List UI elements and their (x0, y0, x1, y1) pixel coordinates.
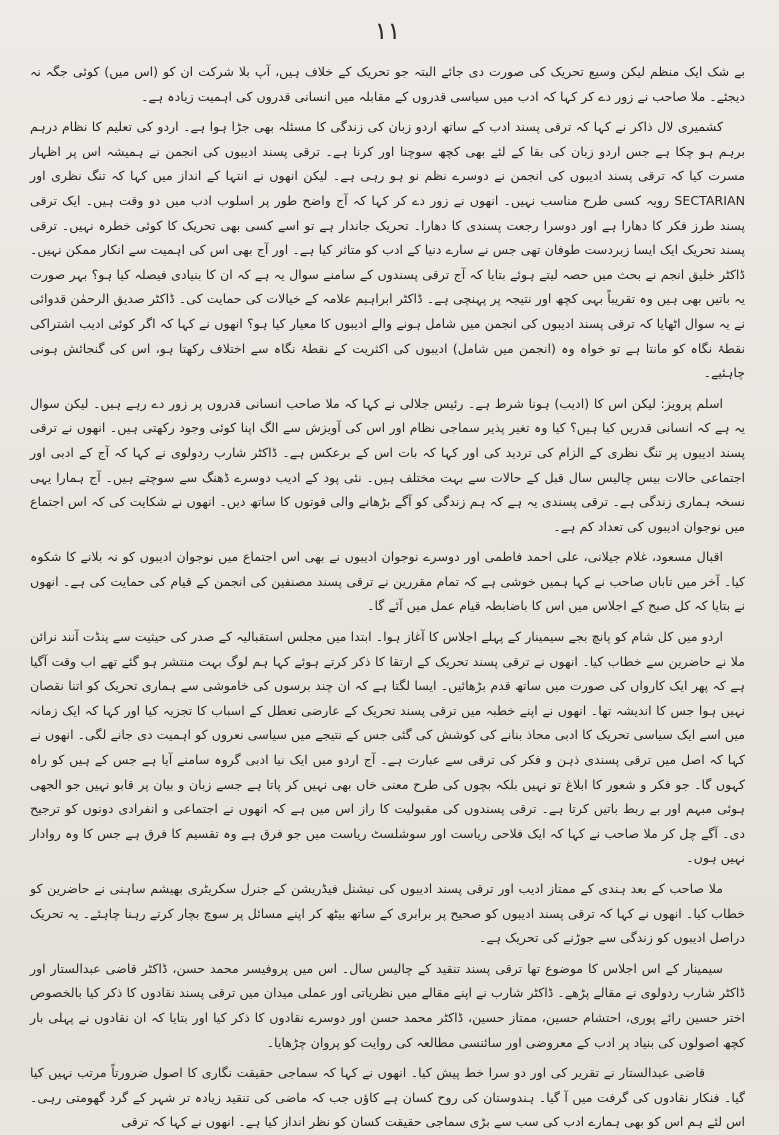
paragraph-8: قاضی عبدالستار نے تقریر کی اور دو سرا خط پیش کیا۔ انھوں نے کہا کہ سماجی حقیقت نگاری کا اصول ضرورتاً مرتب نہیں کیا گیا۔ فنکار نقادوں کی گرفت میں آ گیا۔ ہندوستان کی روح کسان ہے کاؤں جب کہ ماضی کی تنقید زیادہ تر شہر کے گرد گھومتی رہی۔ اس لئے ہم اس کو بھی ہمارے ادب کی سب سے بڑی سماجی حقیقت کسان کو نظر انداز کیا ہے۔ انھوں نے کہا کہ ترقی (30, 1065, 745, 1130)
paragraph-2: کشمیری لال ذاکر نے کہا کہ ترقی پسند ادب کے ساتھ اردو زبان کی زندگی کا مسئلہ بھی جڑا ہوا ہے۔ اردو کی تعلیم کا نظام درہم برہم ہو چکا ہے جس اردو زبان کی بقا کے لئے بھی کچھ سوچنا اور کرنا ہے۔ ترقی پسند ادیبوں کی انجمن نے ہمیشہ اس پر اظہار مسرت کیا کہ ترقی پسند ادیبوں کی انجمن نے دوسرے نظم نو ہو رہی ہے۔ لیکن انھوں نے انتہا کے انداز میں کہا کہ تنگ نظری اور SECTARIAN رویہ کسی طرح مناسب نہیں۔ انھوں نے زور دے کر کہا کہ آج واضح طور پر اسلوب ادب میں دو وقت ہیں۔ ایک ترقی پسند طرز فکر کا دھارا ہے اور دوسرا رجعت پسندی کا دھارا۔ تحریک جاندار ہے تو اسے کسی بھی تحریک کا کوئی خطرہ نہیں۔ ترقی پسند تحریک ایک ایسا زبردست طوفان تھی جس نے سارے دنیا کے ادب کو متاثر کیا ہے۔ اور آج بھی اس کی اہمیت سے انکار ممکن نہیں۔ ڈاکٹر خلیق انجم نے بحث میں حصہ لیتے ہوئے بتایا کہ آج ترقی پسندوں کے سامنے سوال یہ ہے کہ ان کا بنیادی فیصلہ کیا ہو؟ بہر صورت یہ باتیں بھی ہیں وہ تقریباً بہی کچھ اور نتیجہ پر پہنچی ہے۔ ڈاکٹر ابراہیم علامہ کے خیالات کی حمایت کی۔ ڈاکٹر صدیق الرحمٰن قدوائی نے یہ سوال اٹھایا کہ ترقی پسند ادیبوں کی انجمن میں شامل ہونے والے ادیبوں کا معیار کیا ہو؟ انھوں نے کہا کہ اگر کوئی ادیب اشتراکی نقطۂ نگاہ کو مانتا ہے تو خواہ وہ (انجمن میں شامل) ادیبوں کی اکثریت کے نقطۂ نگاہ سے اختلاف رکھتا ہو، اس کی گنجائش ہونی چاہئیے۔ (30, 119, 745, 381)
paragraph-6: ملا صاحب کے بعد ہندی کے ممتاز ادیب اور ترقی پسند ادیبوں کی نیشنل فیڈریشن کے جنرل سکریٹری بھیشم ساہنی نے حاضرین کو خطاب کیا۔ انھوں نے کہا کہ ترقی پسند ادیبوں کو صحیح پر برابری کے ساتھ بیٹھ کر اپنے مسائل پر سوچ بچار کرتے رہنا چاہئے۔ یہ تحریک دراصل ادیبوں کو زندگی سے جوڑنے کی تحریک ہے۔ (30, 881, 745, 946)
paragraph-4: اقبال مسعود، غلام جیلانی، علی احمد فاطمی اور دوسرے نوجوان ادیبوں نے بھی اس اجتماع میں نوجوان ادیبوں کو نہ بلانے کا شکوہ کیا۔ آخر میں تاباں صاحب نے کہا ہمیں خوشی ہے کہ تمام مقررین نے ترقی پسند مصنفین کی انجمن کے قیام کی حمایت کی ہے۔ انھوں نے بتایا کہ کل صبح کے اجلاس میں اس کا باضابطہ قیام عمل میں آئے گا۔ (30, 549, 745, 614)
article-body (30, 60, 745, 1135)
page-number: ۱۱ (374, 17, 401, 45)
paragraph-3: اسلم پرویز: لیکن اس کا (ادیب) ہونا شرط ہے۔ رئیس جلالی نے کہا کہ ملا صاحب انسانی قدروں پر زور دے رہے ہیں۔ لیکن سوال یہ ہے کہ انسانی قدریں کیا ہیں؟ کیا وہ تغیر پذیر سماجی نظام اور اس کی آویزش سے الگ اپنا کوئی وجود رکھتی ہیں۔ انھوں نے ترقی پسند ادیبوں پر تنگ نظری کے الزام کی تردید کی اور کہا کہ بات اس کے برعکس ہے۔ ڈاکٹر شارب ردولوی نے کہا کہ آج کے ادبی اور اجتماعی حالات بیس چالیس سال قبل کے حالات سے بہت مختلف ہیں۔ نئی پود کے ادیب دوسرے ڈھنگ سے سوچتے ہیں۔ آج ہمارا یہی نسخہ ہماری زندگی ہے۔ ترقی پسندی یہ ہے کہ ہم زندگی کو آگے بڑھانے والی قوتوں کا ساتھ دیں۔ انھوں نے شکایت کی کہ اس اجتماع میں نوجوان ادیبوں کی تعداد کم ہے۔ (30, 395, 745, 534)
paragraph-5: اردو میں کل شام کو پانچ بجے سیمینار کے پہلے اجلاس کا آغاز ہوا۔ ابتدا میں مجلس استقبالیہ کے صدر کی حیثیت سے پنڈت آنند نرائن ملا نے حاضرین سے خطاب کیا۔ انھوں نے ترقی پسند تحریک کے ارتقا کا ذکر کرتے ہوئے کہا ہم لوگ بہت منتشر ہو گئے تھے اب وقت آگیا ہے کہ پھر ایک کارواں کی صورت میں ساتھ قدم بڑھائیں۔ ایسا لگتا ہے کہ ان چند برسوں کی خاموشی سے ہماری تحریک کو اتنا نقصان نہیں ہوا جس کا اندیشہ تھا۔ انھوں نے اپنے خطبہ میں ترقی پسند تحریک کے عارضی تعطل کے اسباب کا تجزیہ کیا اور کہا کہ ایک زمانہ میں اسے ایک سیاسی تحریک کا ادبی محاذ بنانے کی کوشش کی گئی جس کے نتیجے میں سیاسی نعروں کو اہمیت دی جانے لگی۔ انھوں نے کہا کہ اصل میں ترقی پسندی ذہن و فکر کی ترقی سے عبارت ہے۔ آج اردو میں ایک نیا ادبی گروہ سامنے آیا ہے جس کے ہیں کو راہ کہوں گا۔ جو فکر و شعور کا ابلاغ تو نہیں بلکہ بچوں کی طرح معنی خاں بھی نہیں کر پاتا ہے جسے زبان و بیان پر قابو نہیں جو الجھی ہوئی مبہم اور بے ربط باتیں کرتا ہے۔ ترقی پسندوں کی مقبولیت کا راز اس میں ہے کہ انھوں نے اجتماعی و انفرادی دونوں کو ترجیح دی۔ آگے چل کر ملا صاحب نے کہا کہ ایک فلاحی ریاست اور سوشلسٹ ریاست میں جو فرق ہے وہ تقسیم کا فرق ہے جس کا وہ روادار نہیں ہوں۔ (30, 629, 745, 866)
paragraph-1: بے شک ایک منظم لیکن وسیع تحریک کی صورت دی جائے البتہ جو تحریک کے خلاف ہیں، آپ بلا شرکت ان کو (اس میں) کوئی جگہ نہ دیجئے۔ ملا صاحب نے زور دے کر کہا کہ ادب میں سیاسی قدروں کے مقابلہ میں انسانی قدروں کی اہمیت زیادہ ہے۔ (30, 64, 745, 104)
paragraph-7: سیمینار کے اس اجلاس کا موضوع تھا ترقی پسند تنقید کے چالیس سال۔ اس میں پروفیسر محمد حسن، ڈاکٹر قاضی عبدالستار اور ڈاکٹر شارب ردولوی نے مقالے پڑھے۔ ڈاکٹر شارب نے اپنے مقالے میں نظریاتی اور عملی میدان میں ترقی پسند نقادوں کا ذکر کیا بالخصوص اختر حسین رائے پوری، احتشام حسین، ممتاز حسین، ڈاکٹر محمد حسن اور دوسرے نقادوں کا ذکر کیا اور بتایا کہ ان نقادوں نے پہلی بار کچھ اصولوں کی بنیاد پر ادب کے معروضی اور سائنسی مطالعہ کی روایت کو پروان چڑھایا۔ (30, 960, 745, 1050)
